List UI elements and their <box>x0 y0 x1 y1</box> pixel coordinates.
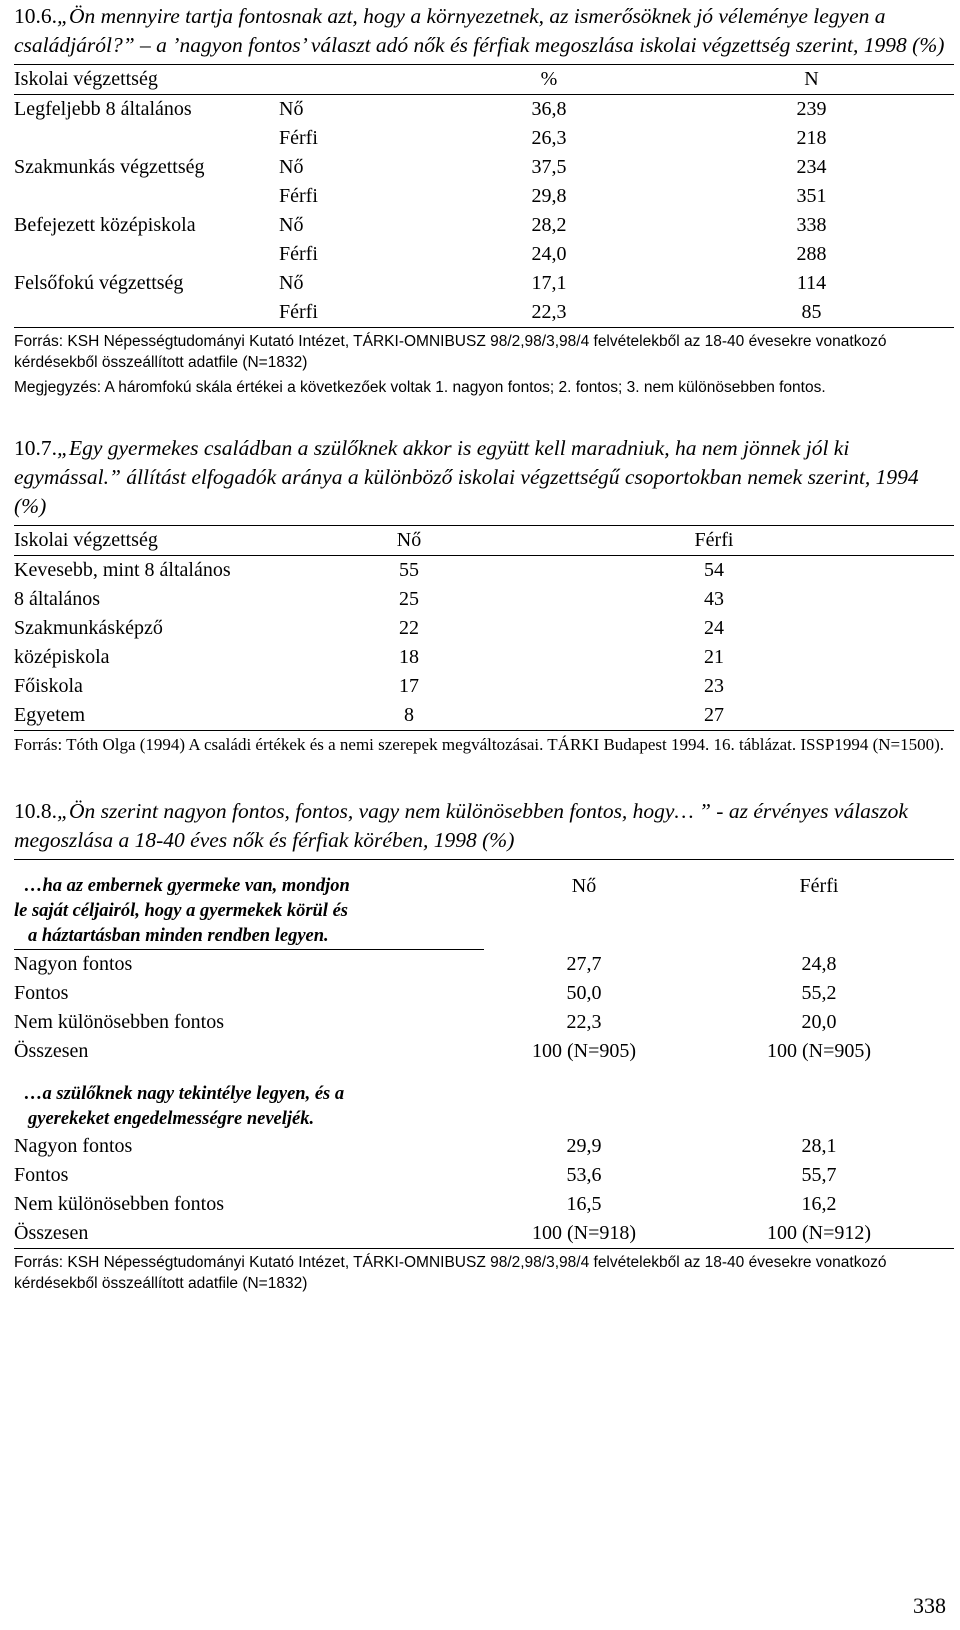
column-header-ferfi: Férfi <box>799 875 839 897</box>
table-row: Főiskola 17 23 <box>14 675 724 697</box>
table-row: 8 általános 25 43 <box>14 588 724 610</box>
header-cell: N <box>669 65 954 95</box>
table-row: Egyetem 8 27 <box>14 704 724 726</box>
table-row: Szakmunkás végzettség Nő 37,5 234 <box>14 156 827 178</box>
table-10-8 <box>14 874 954 950</box>
table-bottom-rule <box>14 1248 954 1249</box>
question-row <box>14 1082 954 1132</box>
source-note: Forrás: Tóth Olga (1994) A családi értékek és a nemi szerepek megváltozásai. TÁRKI Budapest 1994. 16. táblázat. ISSP1994 (N=1500). <box>14 735 945 754</box>
table-10-8-title <box>14 797 954 855</box>
table-bottom-rule <box>14 327 954 328</box>
source-note: Forrás: KSH Népességtudományi Kutató Intézet, TÁRKI-OMNIBUSZ 98/2,98/3,98/4 felvételekből az 18-40 évesekre vonatkozó kérdésekből összeállított adatfile (N=1832) <box>14 1254 887 1292</box>
table-row: Férfi 22,3 85 <box>279 301 822 323</box>
table-row: középiskola 18 21 <box>14 646 724 668</box>
header-cell: Férfi <box>474 526 954 556</box>
title-text: „Egy gyermekes családban a szülőknek akkor is együtt kell maradniuk, ha nem jönnek jól ki egymással.” állítást elfogadók aránya a különböző iskolai végzettségű csoportokban nemek szerint, 1994 (%) <box>14 436 919 518</box>
table-10-8-block-1 <box>14 950 954 1066</box>
column-header-no: Nő <box>571 875 597 897</box>
title-text: „Ön szerint nagyon fontos, fontos, vagy nem különösebben fontos, hogy… ” - az érvényes válaszok megoszlása a 18-40 éves nők és férfiak körében, 1998 (%) <box>14 799 908 852</box>
table-row: Kevesebb, mint 8 általános 55 54 <box>14 559 724 581</box>
table-row: Nagyon fontos 27,7 24,8 <box>14 953 837 975</box>
table-row: Férfi 29,8 351 <box>279 185 827 207</box>
table-row: Fontos 53,6 55,7 <box>14 1164 837 1186</box>
table-10-8-block-2 <box>14 1132 954 1248</box>
table-bottom-rule <box>14 730 954 731</box>
table-header-row <box>14 65 954 95</box>
table-10-8-question-2 <box>14 1082 954 1132</box>
table-10-6 <box>14 64 954 327</box>
table-row: Összesen 100 (N=905) 100 (N=905) <box>14 1040 872 1062</box>
table-number: 10.8. <box>14 799 57 823</box>
table-row: Felsőfokú végzettség Nő 17,1 114 <box>14 272 827 294</box>
document-page <box>14 0 954 1294</box>
table-10-7-title <box>14 434 954 521</box>
table-row: Fontos 50,0 55,2 <box>14 982 837 1004</box>
table-header-row <box>14 526 954 556</box>
header-cell: Iskolai végzettség <box>14 526 344 556</box>
source-note: Forrás: KSH Népességtudományi Kutató Intézet, TÁRKI-OMNIBUSZ 98/2,98/3,98/4 felvételekből az 18-40 évesekre vonatkozó kérdésekből összeállított adatfile (N=1832) <box>14 333 887 371</box>
table-number: 10.6. <box>14 4 57 28</box>
question-row <box>14 874 954 950</box>
table-row: Nagyon fontos 29,9 28,1 <box>14 1135 837 1157</box>
remark-note: Megjegyzés: A háromfokú skála értékei a következőek voltak 1. nagyon fontos; 2. fontos; 3. nem különösebben fontos. <box>14 379 826 396</box>
question-2: …a szülőknek nagy tekintélye legyen, és a gyerekeket engedelmességre neveljék. <box>24 1084 345 1129</box>
table-top-rule <box>14 859 954 860</box>
header-cell: % <box>429 65 669 95</box>
table-row: Férfi 24,0 288 <box>279 243 827 265</box>
header-cell: Iskolai végzettség <box>14 65 279 95</box>
table-10-7 <box>14 525 954 730</box>
page-number: 338 <box>913 1593 946 1618</box>
title-text: „Ön mennyire tartja fontosnak azt, hogy a környezetnek, az ismerősöknek jó véleménye legyen a családjáról?” – a ’nagyon fontos’ választ adó nők és férfiak megoszlása iskolai végzettség szerint, 1998 (%) <box>14 4 945 57</box>
table-number: 10.7. <box>14 436 57 460</box>
table-row: Férfi 26,3 218 <box>279 127 827 149</box>
table-row: Szakmunkásképző 22 24 <box>14 617 724 639</box>
table-row: Nem különösebben fontos 22,3 20,0 <box>14 1011 837 1033</box>
table-row: Befejezett középiskola Nő 28,2 338 <box>14 214 827 236</box>
header-cell: Nő <box>344 526 474 556</box>
table-row: Összesen 100 (N=918) 100 (N=912) <box>14 1222 872 1244</box>
question-1: …ha az embernek gyermeke van, mondjon le saját céljairól, hogy a gyermekek körül és a háztartásban minden rendben legyen. <box>14 874 484 950</box>
table-row: Nem különösebben fontos 16,5 16,2 <box>14 1193 837 1215</box>
table-10-6-title <box>14 2 954 60</box>
table-row: Legfeljebb 8 általános Nő 36,8 239 <box>14 98 827 120</box>
